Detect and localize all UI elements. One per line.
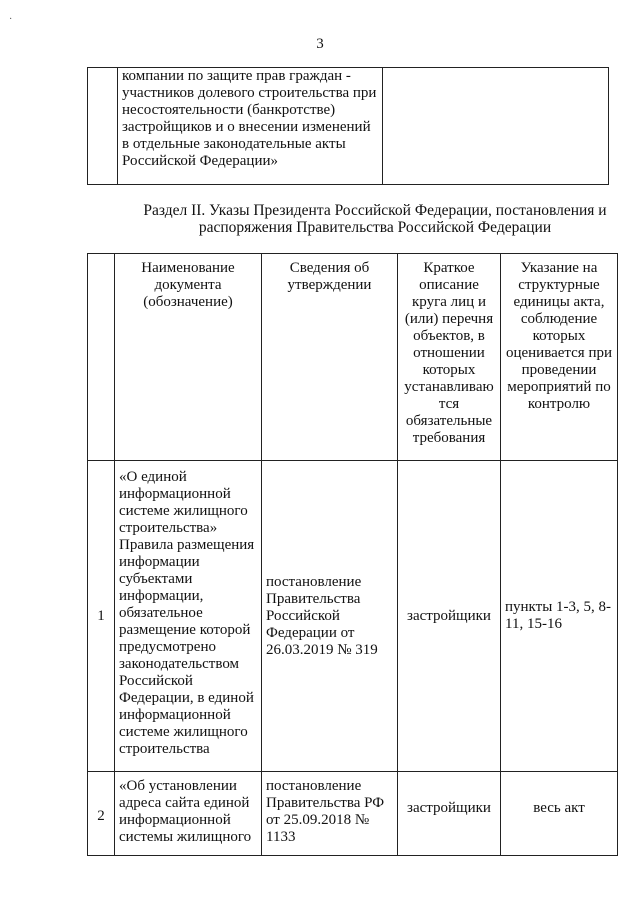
structural-units: пункты 1-3, 5, 8-11, 15-16 (501, 461, 618, 772)
structural-units: весь акт (533, 800, 585, 816)
header-cell-approval: Сведения об утверждении (262, 254, 398, 461)
subjects-description: застройщики (407, 800, 491, 816)
approval-info: постановление Правительства Российской Федерации от 26.03.2019 № 319 (262, 461, 398, 772)
page-number: 3 (316, 36, 324, 52)
header-cell-units: Указание на структурные единицы акта, соблюдение которых оценивается при проведении мероприятий по контролю (501, 254, 618, 461)
corner-mark: · (9, 14, 13, 25)
approval-info: постановление Правительства РФ от 25.09.2018 № 1133 (262, 772, 398, 856)
subjects-description: застройщики (398, 461, 501, 772)
row-number: 1 (88, 461, 115, 772)
table-row (88, 772, 618, 856)
table-row (88, 68, 609, 185)
table-cell-number (88, 68, 118, 185)
continuation-table (87, 67, 609, 185)
section-title: Раздел II. Указы Президента Российской Федерации, постановления и распоряжения Правительства Российской Федерации (143, 202, 607, 236)
document-name: «Об установлении адреса сайта единой информационной системы жилищного (115, 772, 262, 856)
table-cell-empty (383, 68, 609, 185)
table-cell-name: компании по защите прав граждан - участников долевого строительства при несостоятельности (банкротстве) застройщиков и о внесении изменений в отдельные законодательные акты Российской Федерации» (118, 68, 383, 185)
document-name: «О единой информационной системе жилищного строительства» Правила размещения информации субъектами информации, обязательное размещение которой предусмотрено законодательством Российской Федерации, в единой информационной системе жилищного строительства (115, 461, 262, 772)
table-header-row (88, 254, 618, 461)
table-row (88, 461, 618, 772)
header-cell-number (88, 254, 115, 461)
documents-table (87, 253, 618, 856)
header-cell-subjects: Краткое описание круга лиц и (или) перечня объектов, в отношении которых устанавливаю тся обязательные требования (398, 254, 501, 461)
row-number-cell (88, 772, 115, 856)
units-cell (501, 772, 618, 856)
subjects-cell (398, 772, 501, 856)
header-cell-name: Наименование документа (обозначение) (115, 254, 262, 461)
row-number: 2 (97, 808, 105, 824)
